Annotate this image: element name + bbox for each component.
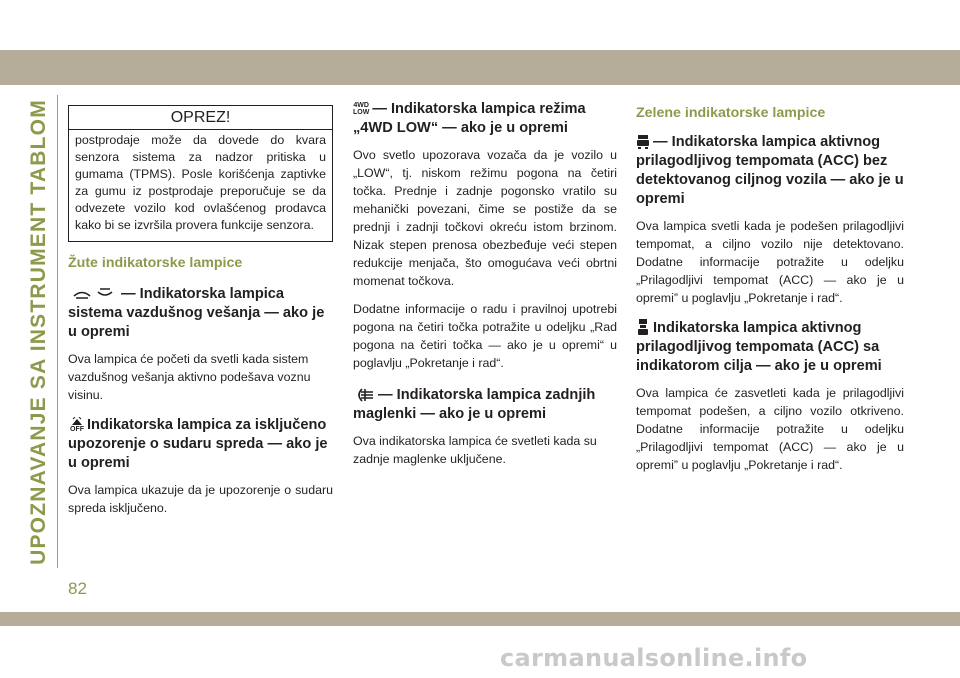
fcw-off-heading (68, 416, 333, 473)
acc-no-target-text: Ova lampica svetli kada je podešen prilagodljivi tempomat, a ciljno vozilo nije detektovano. Dodatne informacije potražite u odeljku „Prilagodljivi tempomat (ACC) — ako je u opremi” u poglavlju „Pokretanje i rad“. (636, 219, 904, 305)
4wd-low-title: — Indikatorska lampica režima „4WD LOW“ — ako je u opremi (353, 101, 586, 136)
column-middle (353, 100, 617, 478)
watermark: carmanualsonline.info (500, 644, 808, 672)
air-suspension-icon (72, 287, 118, 301)
4wd-low-text-2: Dodatne informacije o radu i pravilnoj upotrebi pogona na četiri točka potražite u odeljku „Rad pogona na četiri točka — ako je u opremi“ u poglavlju „Pokretanje i rad“. (353, 302, 617, 370)
fcw-off-text: Ova lampica ukazuje da je upozorenje o sudaru spreda isključeno. (68, 482, 333, 515)
top-band (0, 50, 960, 85)
fcw-off-title: Indikatorska lampica za isključeno upozorenje o sudaru spreda — ako je u opremi (68, 416, 328, 471)
bottom-band (0, 612, 960, 626)
4wd-low-heading (353, 100, 617, 138)
air-suspension-title: — Indikatorska lampica sistema vazdušnog vešanja — ako je u opremi (68, 285, 325, 340)
rear-fog-title: — Indikatorska lampica zadnjih maglenki — ako je u opremi (353, 387, 596, 422)
acc-target-title: Indikatorska lampica aktivnog prilagodljivog tempomata (ACC) sa indikatorom cilja — ako je u opremi (636, 320, 882, 374)
sidebar-divider (57, 95, 58, 568)
rear-fog-heading (353, 386, 617, 424)
acc-target-icon (636, 319, 650, 337)
fcw-off-icon: OFF (70, 417, 84, 433)
rear-fog-text: Ova indikatorska lampica će svetleti kada su zadnje maglenke uključene. (353, 434, 597, 466)
green-lamps-heading: Zelene indikatorske lampice (636, 105, 826, 121)
acc-no-target-icon (636, 134, 650, 150)
4wd-low-text-1: Ovo svetlo upozorava vozača da je vozilo u „LOW“, tj. niskom režimu pogona na četiri točka. Prednje i zadnje pogonsko vratilo su mehanički povezani, čime se postiže da se prednji i zadnji točkovi okreću istom brzinom. Nizak stepen prenosa obezbeđuje veći stepen redukcije menjača, što omogućava veći obrtni momenat točkova. (353, 148, 617, 288)
acc-target-heading (636, 319, 904, 376)
acc-no-target-title: — Indikatorska lampica aktivnog prilagodljivog tempomata (ACC) bez detektovanog ciljnog vozila — ako je u opremi (636, 134, 904, 207)
4wd-low-icon: 4WD LOW (353, 102, 370, 117)
air-suspension-text: Ova lampica će početi da svetli kada sistem vazdušnog vešanja aktivno podešava voznu visinu. (68, 351, 311, 402)
rear-fog-icon (353, 387, 375, 403)
acc-no-target-heading (636, 133, 904, 209)
sidebar-chapter-title: UPOZNAVANJE SA INSTRUMENT TABLOM (27, 98, 50, 565)
yellow-lamps-heading: Žute indikatorske lampice (68, 254, 243, 271)
page-number: 82 (68, 579, 87, 598)
caution-text: postprodaje može da dovede do kvara senzora sistema za nadzor pritiska u gumama (TPMS). Posle korišćenja zaptivke za gumu iz postprodaje preporučuje se da odvezete vozilo kod ovlašćenog prodavca kako bi se izvršila provera funkcije senzora. (75, 133, 326, 233)
air-suspension-heading (68, 285, 333, 342)
caution-title: OPREZ! (69, 106, 332, 130)
column-right (636, 105, 904, 484)
acc-target-text: Ova lampica će zasvetleti kada je prilagodljivi tempomat podešen, a ciljno vozilo otkriveno. Dodatne informacije potražite u odeljku „Prilagodljivi tempomat (ACC) — ako je u opremi” u poglavlju „Pokretanje i rad“. (636, 386, 904, 472)
caution-box (68, 105, 333, 242)
column-left (68, 105, 333, 527)
